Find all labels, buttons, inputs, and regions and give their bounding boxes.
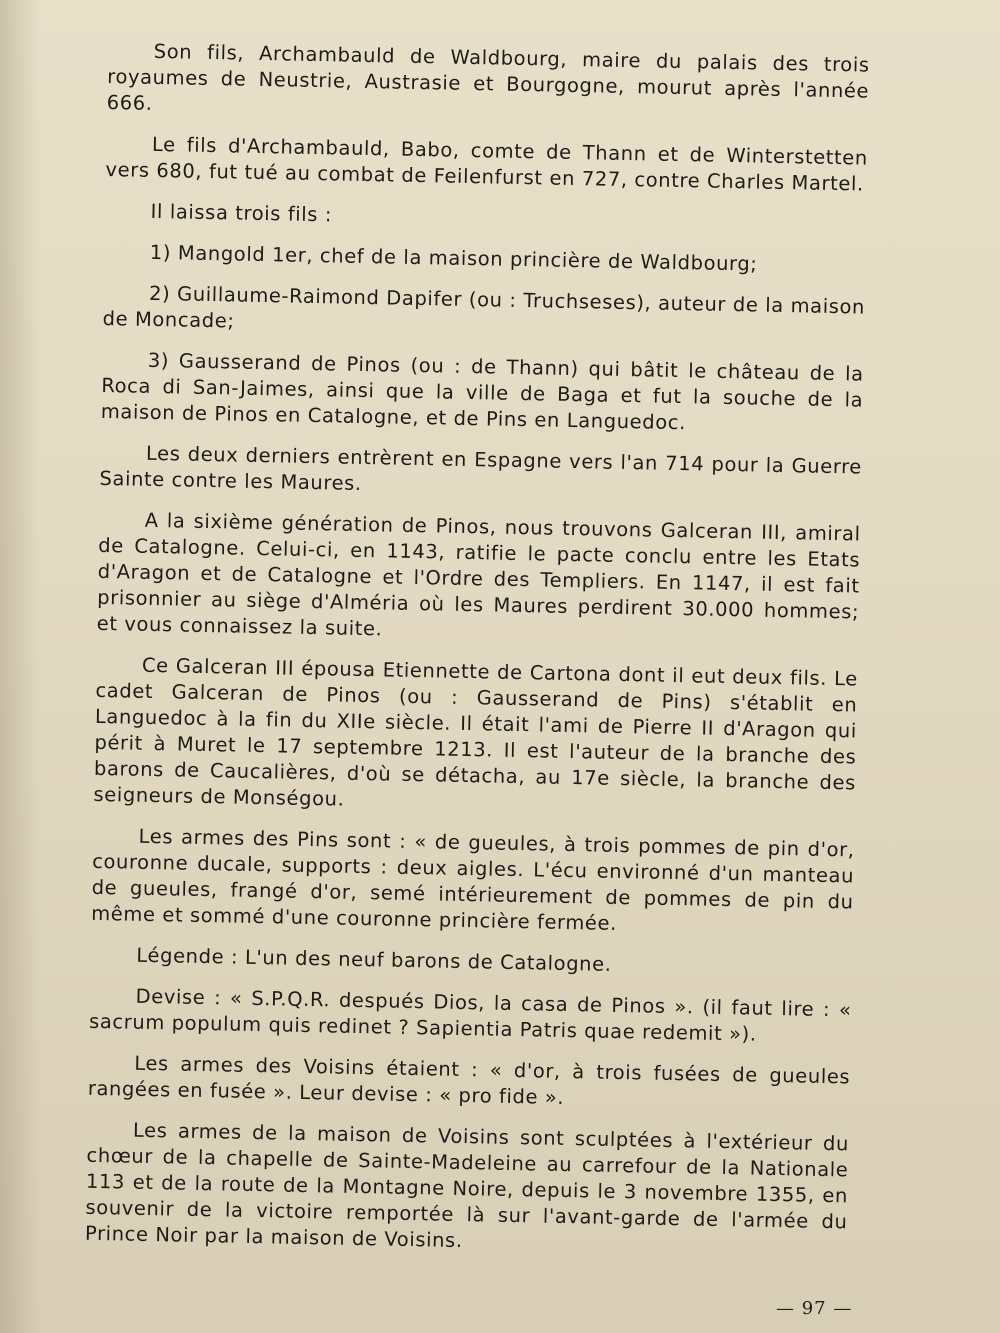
paragraph-trois-fils: Il laissa trois fils :	[150, 199, 333, 227]
list-item-guillaume-raimond: 2) Guillaume-Raimond Dapifer (ou : Truchseses), auteur de la maison de Moncade;	[102, 281, 866, 333]
paragraph-legende: Légende : L'un des neuf barons de Catalogne.	[136, 943, 612, 976]
paragraph-armes-pins: Les armes des Pins sont : « de gueules, à trois pommes de pin d'or, couronne ducale, supports : deux aigles. L'écu environné d'un manteau de gueules, frangé d'or, semé intérieurement de pommes de pin du même et sommé d'une couronne princière fermée.	[90, 824, 855, 935]
paragraph-espagne: Les deux derniers entrèrent en Espagne vers l'an 714 pour la Guerre Sainte contre les Maures.	[99, 441, 863, 495]
paragraph-chapelle: Les armes de la maison de Voisins sont sculptées à l'extérieur du chœur de la chapelle de Sainte-Madeleine au carrefour de la Nationale 113 et de la route de la Montagne Noire, depuis le 3 novembre 1355, en souvenir de la victoire remportée là sur l'avant-garde de l'armée du Prince Noir par la maison de Voisins.	[84, 1118, 850, 1253]
paragraph-armes-voisins: Les armes des Voisins étaient : « d'or, à trois fusées de gueules rangées en fusée ». Leur devise : « pro fide ».	[87, 1051, 851, 1109]
paragraph-galceran-iii: A la sixième génération de Pinos, nous trouvons Galceran III, amiral de Catalogne. Celui-ci, en 1143, ratifie le pacte conclu entre les Etats d'Aragon et de Catalogne et l'Ordre des Templiers. En 1147, il est fait prisonnier au siège d'Alméria où les Maures perdirent 30.000 hommes; et vous connaissez la suite.	[96, 508, 861, 641]
paragraph-cadet-galceran: Ce Galceran III épousa Etiennette de Cartona dont il eut deux fils. Le cadet Galceran de Pinos (ou : Gausserand de Pins) s'établit en Languedoc à la fin du XIIe siècle. Il était l'ami de Pierre II d'Aragon qui périt à Muret le 17 septembre 1213. Il est l'auteur de la branche des barons de Caucalières, d'où se détacha, au 17e siècle, la branche des seigneurs de Monségou.	[93, 653, 859, 811]
paragraph-archambauld: Son fils, Archambauld de Waldbourg, maire du palais des trois royaumes de Neustrie, Austrasie et Bourgogne, mourut après l'année 666.	[106, 39, 870, 115]
list-item-gausserand: 3) Gausserand de Pinos (ou : de Thann) qui bâtit le château de la Roca di San-Jaimes, ainsi que la ville de Baga et fut la souche de la maison de Pinos en Catalogne, et de Pins en Languedoc.	[100, 348, 864, 435]
list-item-mangold: 1) Mangold 1er, chef de la maison princière de Waldbourg;	[149, 240, 758, 276]
page-number: — 97 —	[776, 1298, 853, 1319]
paragraph-babo: Le fils d'Archambauld, Babo, comte de Thann et de Winterstetten vers 680, fut tué au combat de Feilenfurst en 727, contre Charles Martel.	[105, 132, 869, 196]
body-text	[85, 38, 870, 1276]
paragraph-devise: Devise : « S.P.Q.R. después Dios, la casa de Pinos ». (il faut lire : « sacrum populum quis redinet ? Sapientia Patris quae redemit »).	[88, 984, 852, 1046]
